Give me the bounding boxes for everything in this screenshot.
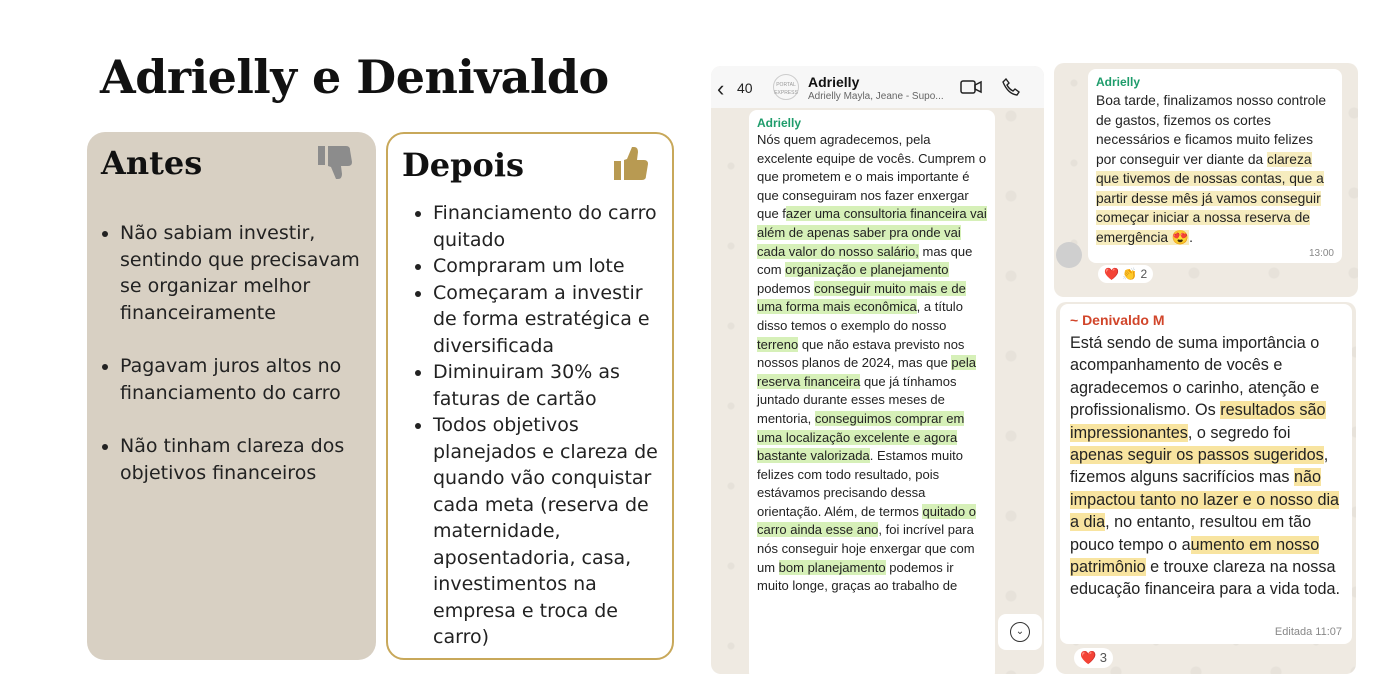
avatar xyxy=(1056,242,1082,268)
list-item: • Não tinham clareza dos objetivos financeiros xyxy=(120,433,370,486)
message-text xyxy=(1070,332,1342,601)
message-text-segment: podemos ir muito longe, graças ao trabalho de xyxy=(757,559,958,594)
message-bubble xyxy=(1088,69,1342,263)
message-text-segment: . xyxy=(1189,229,1193,245)
list-item: • Começaram a investir de forma estratégica e diversificada xyxy=(433,280,669,360)
list-item: • Todos objetivos planejados e clareza de quando vão conquistar cada meta (reserva de maternidade, aposentadoria, casa, investimentos na empresa e troca de carro) xyxy=(433,412,669,651)
chat-header xyxy=(711,66,1044,108)
chat-screenshot-adrielly xyxy=(711,66,1044,674)
back-arrow-icon[interactable]: ‹ xyxy=(717,76,725,101)
highlighted-text: não impactou tanto no lazer e o nosso dia a dia xyxy=(1070,468,1340,532)
message-text-segment: Está sendo de suma importância o acompanhamento de vocês e agradecemos o carinho, atenção e profissionalismo. Os xyxy=(1070,334,1320,420)
message-text-segment: que já tínhamos juntado durante esses meses de mentoria, xyxy=(757,373,957,426)
thumbs-up-icon xyxy=(612,144,652,184)
highlighted-text: conseguir muito mais e de uma forma mais econômica xyxy=(757,280,966,315)
list-item: • Pagavam juros altos no financiamento do carro xyxy=(120,353,370,406)
highlighted-text: umento em nosso patrimônio xyxy=(1070,535,1320,577)
chat-screenshot-denivaldo xyxy=(1056,302,1356,674)
phone-call-icon[interactable] xyxy=(1002,78,1020,96)
message-reactions[interactable]: ❤️ 👏 2 xyxy=(1098,265,1153,283)
chat-name[interactable]: Adrielly xyxy=(808,74,860,90)
message-reactions[interactable]: ❤️ 3 xyxy=(1074,648,1113,668)
highlighted-text: apenas seguir os passos sugeridos xyxy=(1070,446,1324,465)
highlighted-text: resultados são impressionantes xyxy=(1070,401,1326,442)
back-count: 40 xyxy=(737,80,753,96)
antes-card xyxy=(87,132,376,660)
message-text-segment: que não estava previsto nos nossos planos de 2024, mas que xyxy=(757,336,965,371)
message-bubble xyxy=(1060,304,1352,644)
message-text-segment: , no entanto, resultou em tão pouco tempo o a xyxy=(1070,513,1312,554)
message-bubble xyxy=(749,110,995,674)
highlighted-text: conseguimos comprar em uma localização excelente e agora bastante valorizada xyxy=(757,410,965,464)
message-text-segment: podemos xyxy=(757,280,815,296)
message-text-segment: , a título disso temos o exemplo do nosso xyxy=(757,299,963,333)
message-text-segment: mas que com xyxy=(757,243,973,278)
list-item: • Não sabiam investir, sentindo que precisavam se organizar melhor financeiramente xyxy=(120,220,370,326)
list-item: • Diminuiram 30% as faturas de cartão xyxy=(433,359,669,412)
depois-heading: Depois xyxy=(402,146,524,184)
highlighted-text: quitado o carro ainda esse ano xyxy=(757,503,976,538)
message-time: Editada 11:07 xyxy=(1274,626,1342,638)
scroll-down-button[interactable] xyxy=(998,614,1042,650)
antes-list xyxy=(120,220,370,513)
highlighted-text: clareza que tivemos de nossas contas, que a partir desse mês já vamos conseguir começar iniciar a nossa reserva de emergência 😍 xyxy=(1096,151,1324,245)
message-text xyxy=(1096,91,1334,247)
message-text-segment: e trouxe clareza na nossa educação financeira para a vida toda. xyxy=(1070,558,1340,599)
chevron-down-icon: ⌄ xyxy=(1010,622,1030,642)
highlighted-text: bom planejamento xyxy=(778,559,886,575)
chat-participants: Adrielly Mayla, Jeane - Supo... xyxy=(808,91,944,102)
message-text-segment: . Estamos muito felizes com todo resultado, pois estávamos precisando dessa orientação. Além, de termos xyxy=(757,448,963,519)
depois-card xyxy=(386,132,674,660)
highlighted-text: organização e planejamento xyxy=(785,262,949,278)
depois-list xyxy=(433,200,669,651)
thumbs-down-icon xyxy=(316,142,356,182)
video-call-icon[interactable] xyxy=(960,80,982,94)
message-sender: ~ Denivaldo M xyxy=(1070,312,1165,328)
message-text xyxy=(757,131,987,596)
highlighted-text: azer uma consultoria financeira vai além de apenas saber pra onde vai cada valor do nosso salário, xyxy=(757,206,987,259)
highlighted-text: pela reserva financeira xyxy=(757,355,976,389)
message-text-segment: Boa tarde, finalizamos nosso controle de gastos, fizemos os cortes necessários e ficamos muito felizes por conseguir ver diante da xyxy=(1096,93,1327,167)
group-avatar[interactable]: PORTAL EXPRESS xyxy=(773,74,799,100)
page-title: Adrielly e Denivaldo xyxy=(100,50,609,104)
message-text-segment: , fizemos alguns sacrifícios mas xyxy=(1070,446,1329,487)
message-text-segment: , o segredo foi xyxy=(1187,423,1291,442)
message-sender: Adrielly xyxy=(1096,75,1141,89)
message-text-segment: , foi incrível para nós conseguir hoje enxergar que com um xyxy=(757,522,975,575)
list-item: • Compraram um lote xyxy=(433,253,669,280)
antes-heading: Antes xyxy=(101,144,203,182)
list-item: • Financiamento do carro quitado xyxy=(433,200,669,253)
message-text-segment: Nós quem agradecemos, pela excelente equipe de vocês. Cumprem o que prometem e o mais importante é que conseguiram nos fazer enxergar que f xyxy=(757,132,987,222)
highlighted-text: terreno xyxy=(757,336,799,352)
chat-screenshot-adrielly-2 xyxy=(1054,63,1358,297)
message-time: 13:00 xyxy=(1308,248,1334,259)
message-sender: Adrielly xyxy=(757,116,802,130)
